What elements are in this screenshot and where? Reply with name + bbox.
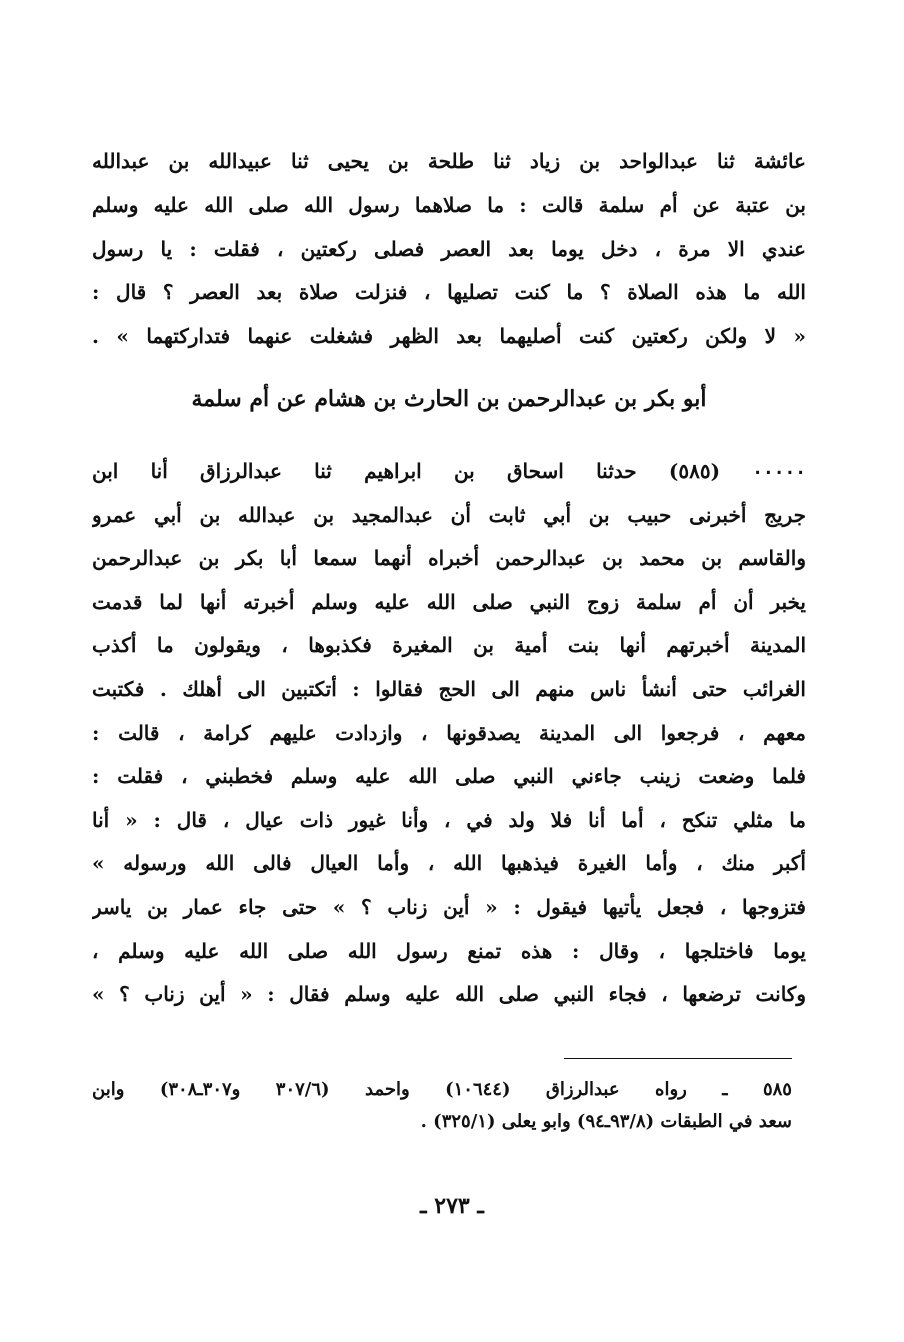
text-line: معهم ، فرجعوا الى المدينة يصدقونها ، وازدادت عليهم كرامة ، قالت : [92,720,806,745]
page-number: ـ ٢٧٣ ـ [420,1193,484,1219]
text-line: عندي الا مرة ، دخل يوما بعد العصر فصلى ركعتين ، فقلت : يا رسول [92,236,806,261]
section-heading: أبو بكر بن عبدالرحمن بن الحارث بن هشام عن أم سلمة [191,386,707,412]
text-line: « لا ولكن ركعتين كنت أصليهما بعد الظهر فشغلت عنهما فتداركتهما » . [92,324,806,349]
footnote-line: سعد في الطبقات (٩٣/٨ـ٩٤) وابو يعلى (٣٢٥/١) . [420,1111,792,1132]
text-line: جريج أخبرنى حبيب بن أبي ثابت أن عبدالمجيد بن عبدالله بن أبي عمرو [92,502,806,527]
text-line: المدينة أخبرتهم أنها بنت أمية بن المغيرة فكذبوها ، ويقولون ما أكذب [92,633,806,658]
paragraph-1 [92,140,806,359]
text-line: يخبر أن أم سلمة زوج النبي صلى الله عليه وسلم أخبرته أنها لما قدمت [92,589,806,614]
text-line: وكانت ترضعها ، فجاء النبي صلى الله عليه وسلم فقال : « أين زناب ؟ » [92,982,806,1007]
text-line: فلما وضعت زينب جاءني النبي صلى الله عليه وسلم فخطبني ، فقلت : [92,764,806,789]
text-line: يوما فاختلجها ، وقال : هذه تمنع رسول الله صلى الله عليه وسلم ، [92,938,806,963]
text-line: الله ما هذه الصلاة ؟ ما كنت تصليها ، فنزلت صلاة بعد العصر ؟ قال : [92,280,806,305]
text-line: ٠٠٠٠٠ (٥٨٥) حدثنا اسحاق بن ابراهيم ثنا عبدالرزاق أنا ابن [92,459,806,483]
footnote [92,1074,792,1138]
footnote-divider [564,1058,792,1059]
text-line: أكبر منك ، وأما الغيرة فيذهبها الله ، وأما العيال فالى الله ورسوله » [92,851,806,876]
text-line: والقاسم بن محمد بن عبدالرحمن أخبراه أنهما سمعا أبا بكر بن عبدالرحمن [92,546,806,571]
text-line: عائشة ثنا عبدالواحد بن زياد ثنا طلحة بن يحيى ثنا عبيدالله بن عبدالله [92,149,806,173]
text-line: ما مثلي تنكح ، أما أنا فلا ولد في ، وأنا غيور ذات عيال ، قال : « أنا [92,807,806,832]
footnote-line: ٥٨٥ ـ رواه عبدالرزاق (١٠٦٤٤) واحمد (٣٠٧/٦ و٣٠٧ـ٣٠٨) وابن [92,1079,792,1100]
text-line: بن عتبة عن أم سلمة قالت : ما صلاهما رسول الله صلى الله عليه وسلم [92,192,806,217]
text-line: الغرائب حتى أنشأ ناس منهم الى الحج فقالوا : أتكتبين الى أهلك . فكتبت [92,676,806,701]
text-line: فتزوجها ، فجعل يأتيها فيقول : « أين زناب ؟ » حتى جاء عمار بن ياسر [92,894,806,919]
paragraph-2 [92,450,806,1017]
